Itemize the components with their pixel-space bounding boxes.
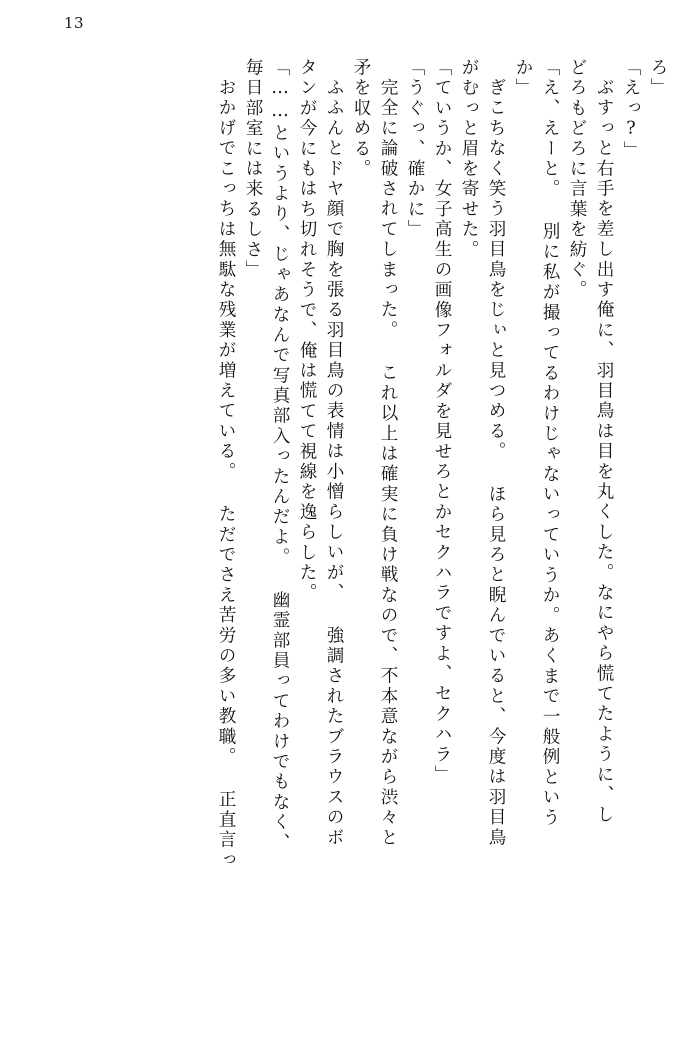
text-line: 「え、えーと。 別に私が撮ってるわけじゃないっていうか。あくまで一般例という [540,58,560,828]
text-line: がむっと眉を寄せた。 [459,58,479,260]
text-line: タンが今にもはち切れそうで、俺は慌てて視線を逸らした。 [297,58,317,604]
text-line: おかげでこっちは無駄な残業が増えている。 ただでさえ苦労の多い教職。 正直言っ [216,78,236,871]
text-line: 毎日部室には来るしさ」 [243,58,263,281]
text-line: 「ていうか、女子高生の画像フォルダを見せろとかセクハラですよ、セクハラ」 [432,58,452,786]
text-line: ぶすっと右手を差し出す俺に、羽目鳥は目を丸くした。なにやら慌てたように、し [594,78,614,826]
text-line: 「えっ?」 [621,58,641,162]
text-line: ぎこちなく笑う羽目鳥をじぃと見つめる。 ほら見ろと睨んでいると、今度は羽目鳥 [486,78,506,848]
text-line: 「うぐっ、確かに」 [405,58,425,240]
text-line: ふふんとドヤ顔で胸を張る羽目鳥の表情は小憎らしいが、 強調されたブラウスのボ [324,78,344,848]
text-line: 「……というより、じゃあなんで写真部入ったんだよ。 幽霊部員ってわけでもなく、 [270,58,290,853]
text-line: ろ」 [648,58,668,99]
text-line: か」 [513,58,533,99]
text-line: どろもどろに言葉を紡ぐ。 [567,58,587,301]
vertical-text-body [40,58,666,1018]
text-line: 矛を収める。 [351,58,371,180]
page-number: 13 [64,14,85,32]
text-line: 完全に論破されてしまった。 これ以上は確実に負け戦なので、不本意ながら渋々と [378,78,398,848]
